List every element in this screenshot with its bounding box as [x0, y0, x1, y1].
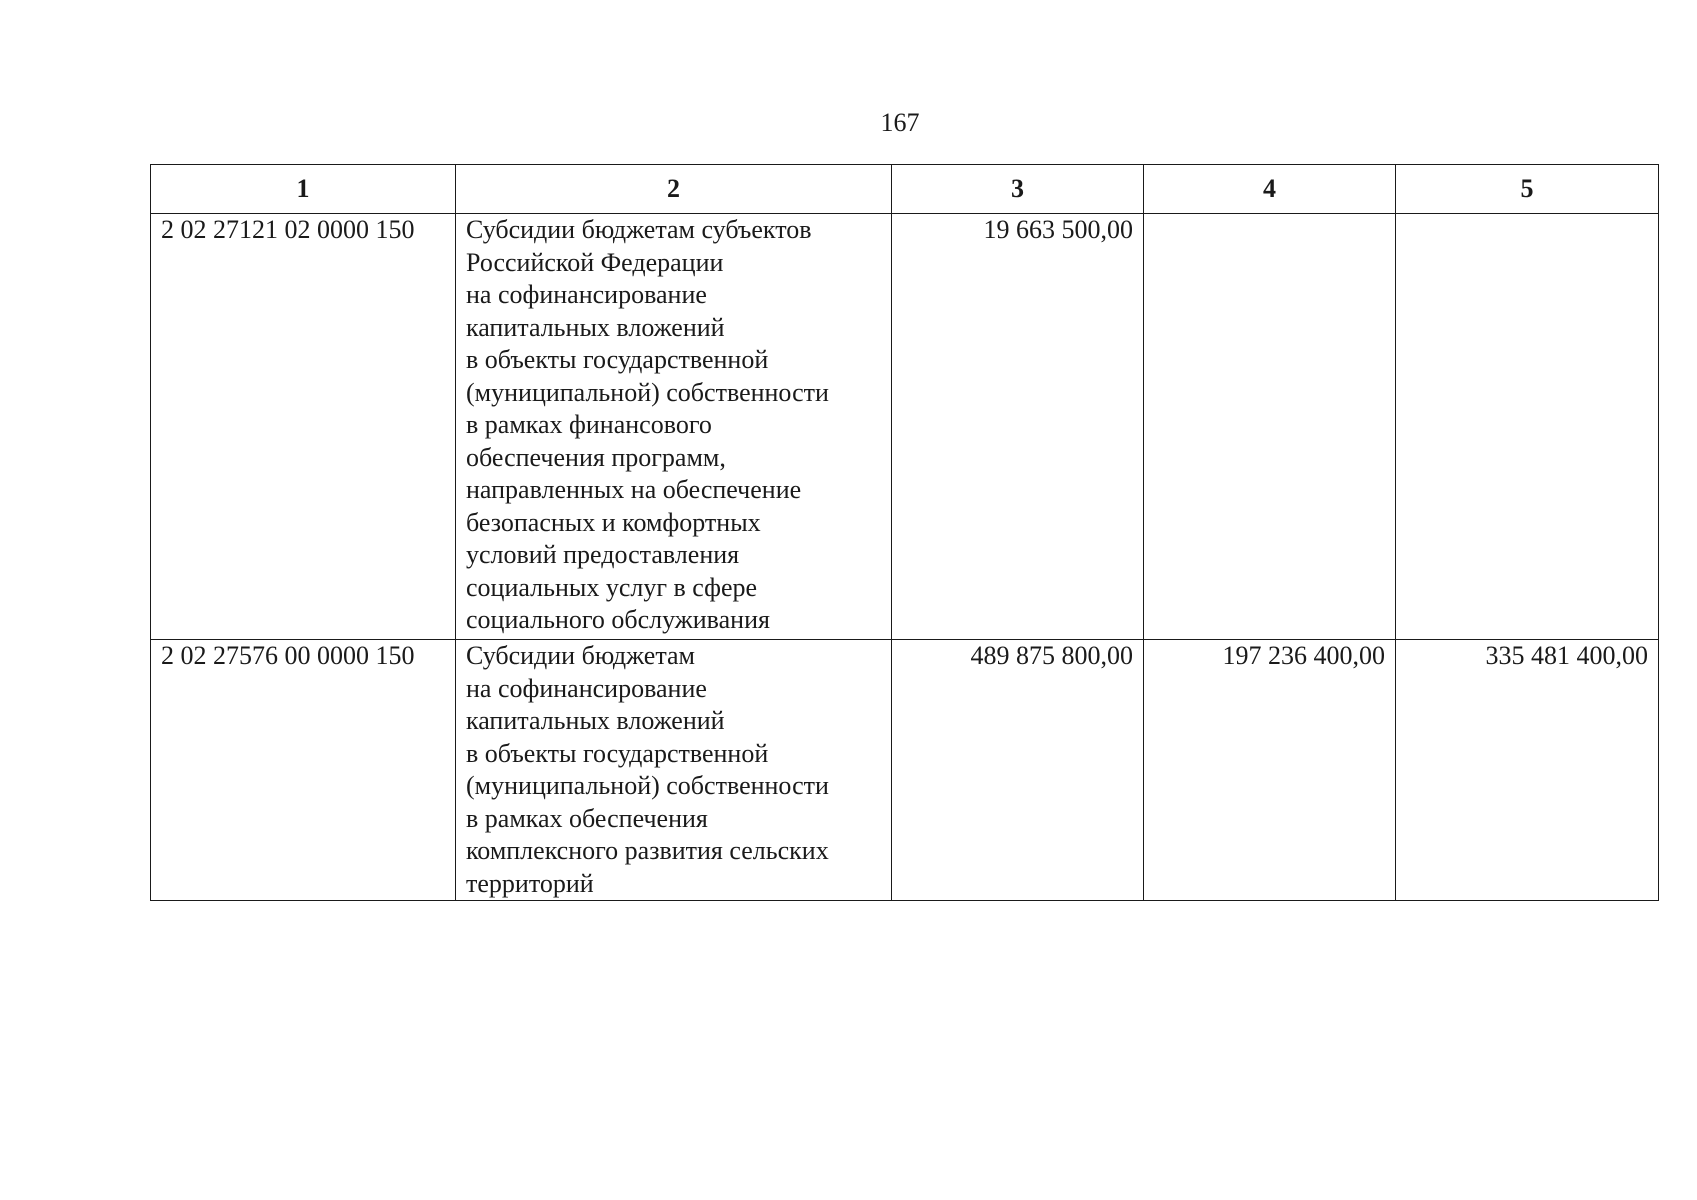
description-line: (муниципальной) собственности	[466, 771, 829, 800]
table-row	[151, 640, 1659, 901]
column-header-2: 2	[456, 165, 892, 214]
amount-col3-cell: 19 663 500,00	[892, 214, 1144, 640]
page-number: 167	[880, 108, 920, 137]
table-row	[151, 214, 1659, 640]
description-line: в объекты государственной	[466, 738, 769, 768]
description-line: в рамках финансового	[466, 410, 712, 439]
description-line: социального обслуживания	[466, 605, 770, 634]
description-line: в объекты государственной	[466, 345, 769, 374]
budget-table	[150, 164, 1659, 901]
description-line: капитальных вложений	[466, 312, 725, 342]
description-line: обеспечения программ,	[466, 442, 726, 472]
table-header-row	[151, 165, 1659, 214]
description-line: социальных услуг в сфере	[466, 572, 758, 602]
column-header-1: 1	[151, 165, 456, 214]
description-line: капитальных вложений	[466, 706, 725, 735]
amount-col5-cell: 335 481 400,00	[1396, 640, 1659, 901]
description-cell	[456, 640, 892, 901]
description-cell	[456, 214, 892, 640]
budget-code-cell: 2 02 27576 00 0000 150	[151, 640, 456, 901]
description-line: направленных на обеспечение	[466, 475, 802, 504]
column-header-3: 3	[892, 165, 1144, 214]
description-line: Российской Федерации	[466, 247, 724, 277]
amount-col5-cell	[1396, 214, 1659, 640]
column-header-5: 5	[1396, 165, 1659, 214]
amount-col4-cell: 197 236 400,00	[1144, 640, 1396, 901]
description-line: (муниципальной) собственности	[466, 377, 829, 407]
description-line: комплексного развития сельских	[466, 836, 829, 865]
description-line: на софинансирование	[466, 673, 707, 703]
amount-col3-cell: 489 875 800,00	[892, 640, 1144, 901]
description-line: территорий	[466, 868, 594, 898]
budget-code-cell: 2 02 27121 02 0000 150	[151, 214, 456, 640]
column-header-4: 4	[1144, 165, 1396, 214]
description-line: Субсидии бюджетам	[466, 641, 695, 670]
description-line: безопасных и комфортных	[466, 507, 761, 537]
amount-col4-cell	[1144, 214, 1396, 640]
description-line: на софинансирование	[466, 280, 707, 309]
description-line: условий предоставления	[466, 540, 740, 569]
description-line: в рамках обеспечения	[466, 803, 708, 833]
description-line: Субсидии бюджетам субъектов	[466, 215, 812, 244]
